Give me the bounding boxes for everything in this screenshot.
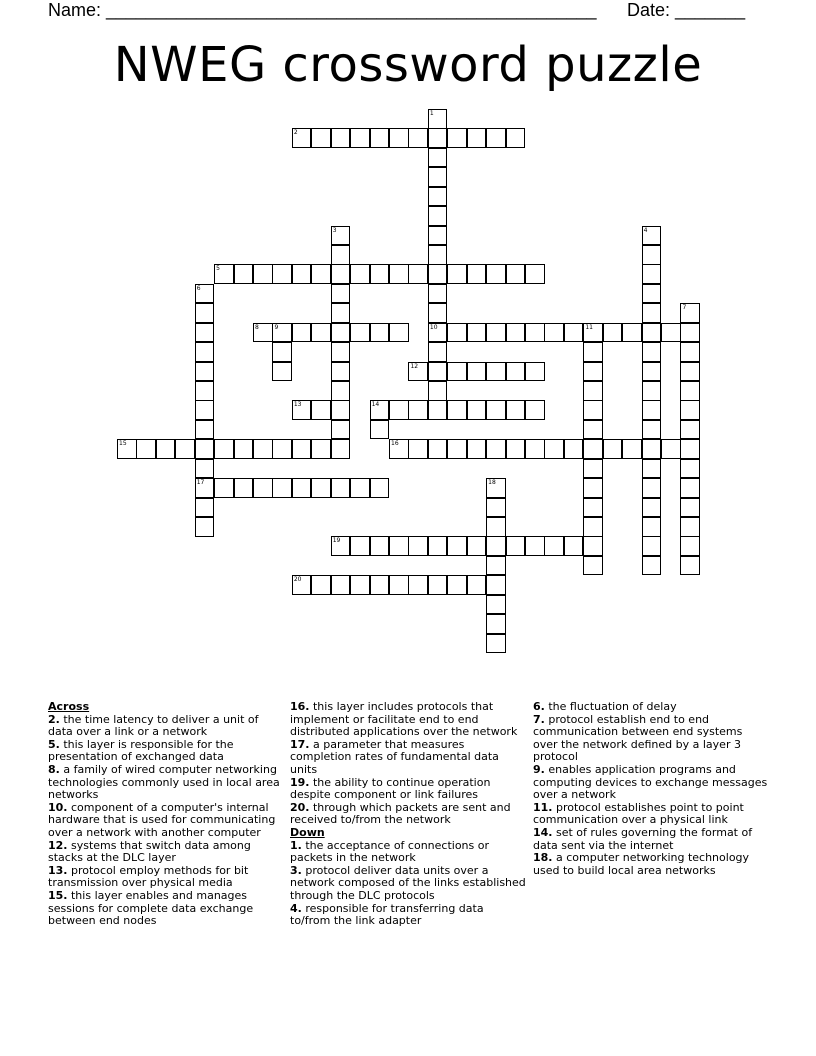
grid-cell[interactable] xyxy=(350,478,370,498)
grid-cell[interactable] xyxy=(292,575,312,595)
grid-cell[interactable] xyxy=(486,595,506,615)
cell-number: 16 xyxy=(391,440,399,448)
grid-cell[interactable] xyxy=(467,536,487,556)
grid-cell[interactable] xyxy=(389,439,409,459)
grid-cell[interactable] xyxy=(506,128,526,148)
grid-cell[interactable] xyxy=(642,478,662,498)
clue-number: 11. xyxy=(533,800,553,814)
grid-cell[interactable] xyxy=(214,478,234,498)
grid-cell[interactable] xyxy=(370,128,390,148)
grid-cell[interactable] xyxy=(506,264,526,284)
clue-number: 15. xyxy=(48,888,68,902)
clue-number: 18. xyxy=(533,851,553,865)
cell-number: 8 xyxy=(255,323,259,331)
grid-cell[interactable] xyxy=(583,420,603,440)
grid-cell[interactable] xyxy=(642,536,662,556)
grid-cell[interactable] xyxy=(311,264,331,284)
grid-cell[interactable] xyxy=(680,478,700,498)
grid-cell[interactable] xyxy=(506,400,526,420)
grid-cell[interactable] xyxy=(408,536,428,556)
grid-cell[interactable] xyxy=(195,420,215,440)
grid-cell[interactable] xyxy=(331,400,351,420)
grid-cell[interactable] xyxy=(195,362,215,382)
clue-item xyxy=(290,802,526,827)
grid-cell[interactable] xyxy=(447,536,467,556)
grid-cell[interactable] xyxy=(389,575,409,595)
grid-cell[interactable] xyxy=(447,323,467,343)
grid-cell[interactable] xyxy=(467,362,487,382)
grid-cell[interactable] xyxy=(331,575,351,595)
grid-cell[interactable] xyxy=(331,128,351,148)
grid-cell[interactable] xyxy=(447,439,467,459)
grid-cell[interactable] xyxy=(311,400,331,420)
clue-item xyxy=(533,852,769,877)
clue-text: set of rules governing the format of data sent via the internet xyxy=(533,825,753,852)
grid-cell[interactable] xyxy=(331,303,351,323)
grid-cell[interactable] xyxy=(331,245,351,265)
grid-cell[interactable] xyxy=(389,323,409,343)
clue-item xyxy=(48,865,284,890)
grid-cell[interactable] xyxy=(467,575,487,595)
clue-number: 8. xyxy=(48,762,60,776)
clue-number: 6. xyxy=(533,700,545,713)
clue-item xyxy=(290,739,526,777)
grid-cell[interactable] xyxy=(428,575,448,595)
grid-cell[interactable] xyxy=(311,478,331,498)
grid-cell[interactable] xyxy=(370,323,390,343)
clue-text: a parameter that measures completion rates of fundamental data units xyxy=(290,737,499,776)
grid-cell[interactable] xyxy=(389,264,409,284)
date-field-label: Date: _______ xyxy=(627,0,746,20)
grid-cell[interactable] xyxy=(486,575,506,595)
grid-cell[interactable] xyxy=(428,167,448,187)
clue-number: 9. xyxy=(533,762,545,776)
grid-cell[interactable] xyxy=(350,128,370,148)
grid-cell[interactable] xyxy=(292,478,312,498)
clue-text: the acceptance of connections or packets in the network xyxy=(290,838,489,865)
cell-number: 5 xyxy=(216,265,220,273)
grid-cell[interactable] xyxy=(272,478,292,498)
grid-cell[interactable] xyxy=(389,400,409,420)
grid-cell[interactable] xyxy=(642,459,662,479)
grid-cell[interactable] xyxy=(253,478,273,498)
grid-cell[interactable] xyxy=(428,245,448,265)
clue-number: 4. xyxy=(290,901,302,915)
grid-cell[interactable] xyxy=(642,439,662,459)
cell-number: 12 xyxy=(410,362,419,370)
grid-cell[interactable] xyxy=(428,342,448,362)
page-title: NWEG crossword puzzle xyxy=(113,37,703,93)
grid-cell[interactable] xyxy=(292,400,312,420)
grid-cell[interactable] xyxy=(195,439,215,459)
grid-cell[interactable] xyxy=(331,478,351,498)
grid-cell[interactable] xyxy=(486,439,506,459)
grid-cell[interactable] xyxy=(525,264,545,284)
grid-cell[interactable] xyxy=(486,634,506,654)
grid-cell[interactable] xyxy=(583,536,603,556)
grid-cell[interactable] xyxy=(272,362,292,382)
grid-cell[interactable] xyxy=(506,323,526,343)
grid-cell[interactable] xyxy=(642,245,662,265)
grid-cell[interactable] xyxy=(331,536,351,556)
grid-cell[interactable] xyxy=(195,478,215,498)
grid-cell[interactable] xyxy=(642,323,662,343)
grid-cell[interactable] xyxy=(583,439,603,459)
grid-cell[interactable] xyxy=(486,614,506,634)
grid-cell[interactable] xyxy=(525,362,545,382)
grid-cell[interactable] xyxy=(370,478,390,498)
grid-cell[interactable] xyxy=(583,400,603,420)
grid-cell[interactable] xyxy=(642,556,662,576)
grid-cell[interactable] xyxy=(311,439,331,459)
clues-column-1 xyxy=(48,701,284,928)
grid-cell[interactable] xyxy=(467,439,487,459)
cell-number: 2 xyxy=(293,129,298,137)
clue-text: a family of wired computer networking technologies commonly used in local area networks xyxy=(48,762,280,802)
grid-cell[interactable] xyxy=(272,439,292,459)
grid-cell[interactable] xyxy=(408,400,428,420)
clue-item xyxy=(48,739,284,764)
cell-number: 19 xyxy=(332,537,341,545)
grid-cell[interactable] xyxy=(506,439,526,459)
grid-cell[interactable] xyxy=(486,362,506,382)
grid-cell[interactable] xyxy=(428,439,448,459)
cell-number: 20 xyxy=(293,576,302,584)
grid-cell[interactable] xyxy=(583,517,603,537)
clue-number: 14. xyxy=(533,825,553,839)
grid-cell[interactable] xyxy=(350,323,370,343)
grid-cell[interactable] xyxy=(350,575,370,595)
grid-cell[interactable] xyxy=(642,303,662,323)
grid-cell[interactable] xyxy=(680,459,700,479)
grid-cell[interactable] xyxy=(622,439,642,459)
grid-cell[interactable] xyxy=(622,323,642,343)
clue-text: the ability to continue operation despite component or link failures xyxy=(290,775,491,802)
clue-text: protocol establishes point to point communication over a physical link xyxy=(533,800,744,827)
grid-cell[interactable] xyxy=(331,420,351,440)
clue-item xyxy=(48,714,284,739)
grid-cell[interactable] xyxy=(195,342,215,362)
grid-cell[interactable] xyxy=(486,128,506,148)
grid-cell[interactable] xyxy=(331,226,351,246)
grid-cell[interactable] xyxy=(564,536,584,556)
grid-cell[interactable] xyxy=(253,323,273,343)
grid-cell[interactable] xyxy=(311,323,331,343)
grid-cell[interactable] xyxy=(195,400,215,420)
grid-cell[interactable] xyxy=(234,264,254,284)
grid-cell[interactable] xyxy=(661,439,681,459)
grid-cell[interactable] xyxy=(272,323,292,343)
clue-text: a computer networking technology used to build local area networks xyxy=(533,851,750,877)
clue-text: this layer includes protocols that implement or facilitate end to end distributed applications over the network xyxy=(290,700,518,739)
cell-number: 4 xyxy=(643,226,648,234)
clue-item xyxy=(533,802,769,827)
grid-cell[interactable] xyxy=(506,362,526,382)
grid-cell[interactable] xyxy=(447,575,467,595)
clue-number: 19. xyxy=(290,775,310,789)
grid-cell[interactable] xyxy=(583,381,603,401)
grid-cell[interactable] xyxy=(642,400,662,420)
grid-cell[interactable] xyxy=(447,264,467,284)
grid-cell[interactable] xyxy=(467,323,487,343)
grid-cell[interactable] xyxy=(525,323,545,343)
clue-text: the time latency to deliver a unit of data over a link or a network xyxy=(48,712,259,739)
clue-text: protocol employ methods for bit transmission over physical media xyxy=(48,863,249,890)
grid-cell[interactable] xyxy=(234,439,254,459)
clue-text: component of a computer's internal hardware that is used for communicating over a network with another computer xyxy=(48,800,276,839)
grid-cell[interactable] xyxy=(680,439,700,459)
grid-cell[interactable] xyxy=(428,264,448,284)
name-field-label: Name: _________________________________________________ xyxy=(48,0,597,20)
grid-cell[interactable] xyxy=(583,556,603,576)
grid-cell[interactable] xyxy=(680,381,700,401)
grid-cell[interactable] xyxy=(331,439,351,459)
clue-number: 20. xyxy=(290,800,310,814)
grid-cell[interactable] xyxy=(564,439,584,459)
grid-cell[interactable] xyxy=(428,128,448,148)
grid-cell[interactable] xyxy=(292,439,312,459)
clue-number: 2. xyxy=(48,712,60,726)
grid-cell[interactable] xyxy=(642,284,662,304)
cell-number: 7 xyxy=(682,304,687,312)
grid-cell[interactable] xyxy=(680,556,700,576)
grid-cell[interactable] xyxy=(408,362,428,382)
grid-cell[interactable] xyxy=(428,109,448,129)
grid-cell[interactable] xyxy=(272,342,292,362)
grid-cell[interactable] xyxy=(447,362,467,382)
cell-number: 14 xyxy=(371,401,380,409)
grid-cell[interactable] xyxy=(642,362,662,382)
clue-number: 10. xyxy=(48,800,68,814)
cell-number: 6 xyxy=(196,284,201,292)
grid-cell[interactable] xyxy=(428,536,448,556)
grid-cell[interactable] xyxy=(272,264,292,284)
grid-cell[interactable] xyxy=(214,439,234,459)
grid-cell[interactable] xyxy=(486,323,506,343)
grid-cell[interactable] xyxy=(583,498,603,518)
grid-cell[interactable] xyxy=(370,575,390,595)
grid-cell[interactable] xyxy=(195,517,215,537)
clue-text: the fluctuation of delay xyxy=(544,700,677,713)
grid-cell[interactable] xyxy=(195,459,215,479)
grid-cell[interactable] xyxy=(486,536,506,556)
cell-number: 18 xyxy=(488,479,496,487)
grid-cell[interactable] xyxy=(370,420,390,440)
grid-cell[interactable] xyxy=(408,439,428,459)
grid-cell[interactable] xyxy=(486,264,506,284)
grid-cell[interactable] xyxy=(350,264,370,284)
clue-number: 7. xyxy=(533,712,545,726)
clue-text: protocol deliver data units over a network composed of the links established through the DLC protocols xyxy=(290,863,526,902)
grid-cell[interactable] xyxy=(428,362,448,382)
grid-cell[interactable] xyxy=(680,303,700,323)
grid-cell[interactable] xyxy=(583,459,603,479)
grid-cell[interactable] xyxy=(544,439,564,459)
grid-cell[interactable] xyxy=(195,323,215,343)
grid-cell[interactable] xyxy=(525,400,545,420)
clue-number: 5. xyxy=(48,737,60,751)
clues-column-3 xyxy=(533,701,769,877)
grid-cell[interactable] xyxy=(428,226,448,246)
clue-number: 12. xyxy=(48,838,68,852)
grid-cell[interactable] xyxy=(486,478,506,498)
grid-cell[interactable] xyxy=(428,323,448,343)
grid-cell[interactable] xyxy=(680,400,700,420)
grid-cell[interactable] xyxy=(428,148,448,168)
grid-cell[interactable] xyxy=(583,323,603,343)
grid-cell[interactable] xyxy=(447,128,467,148)
cell-number: 13 xyxy=(293,401,302,409)
grid-cell[interactable] xyxy=(292,264,312,284)
grid-cell[interactable] xyxy=(486,498,506,518)
down-heading: Down xyxy=(290,825,325,839)
cell-number: 11 xyxy=(585,323,593,331)
grid-cell[interactable] xyxy=(389,536,409,556)
grid-cell[interactable] xyxy=(642,420,662,440)
grid-cell[interactable] xyxy=(428,206,448,226)
cell-number: 3 xyxy=(332,226,337,234)
grid-cell[interactable] xyxy=(117,439,137,459)
cell-number: 1 xyxy=(429,110,434,117)
grid-cell[interactable] xyxy=(642,381,662,401)
clue-text: this layer is responsible for the presentation of exchanged data xyxy=(48,737,234,764)
grid-cell[interactable] xyxy=(331,362,351,382)
grid-cell[interactable] xyxy=(311,575,331,595)
clue-item xyxy=(290,840,526,865)
grid-cell[interactable] xyxy=(331,264,351,284)
grid-cell[interactable] xyxy=(603,439,623,459)
grid-cell[interactable] xyxy=(680,536,700,556)
grid-cell[interactable] xyxy=(680,420,700,440)
grid-cell[interactable] xyxy=(467,264,487,284)
grid-cell[interactable] xyxy=(370,400,390,420)
grid-cell[interactable] xyxy=(680,517,700,537)
grid-cell[interactable] xyxy=(544,323,564,343)
grid-cell[interactable] xyxy=(253,264,273,284)
grid-cell[interactable] xyxy=(350,536,370,556)
grid-cell[interactable] xyxy=(680,342,700,362)
cell-number: 10 xyxy=(429,323,438,331)
grid-cell[interactable] xyxy=(680,498,700,518)
cell-number: 17 xyxy=(196,479,205,487)
grid-cell[interactable] xyxy=(506,536,526,556)
grid-cell[interactable] xyxy=(195,498,215,518)
grid-cell[interactable] xyxy=(408,128,428,148)
clue-item xyxy=(533,827,769,852)
grid-cell[interactable] xyxy=(292,128,312,148)
grid-cell[interactable] xyxy=(428,187,448,207)
cell-number: 9 xyxy=(274,323,279,331)
grid-cell[interactable] xyxy=(583,342,603,362)
grid-cell[interactable] xyxy=(525,439,545,459)
grid-cell[interactable] xyxy=(175,439,195,459)
grid-cell[interactable] xyxy=(331,381,351,401)
grid-cell[interactable] xyxy=(428,284,448,304)
grid-cell[interactable] xyxy=(428,381,448,401)
grid-cell[interactable] xyxy=(447,400,467,420)
clue-number: 3. xyxy=(290,863,302,877)
grid-cell[interactable] xyxy=(486,556,506,576)
grid-cell[interactable] xyxy=(642,264,662,284)
grid-cell[interactable] xyxy=(370,264,390,284)
grid-cell[interactable] xyxy=(253,439,273,459)
grid-cell[interactable] xyxy=(583,362,603,382)
clue-text: systems that switch data among stacks at the DLC layer xyxy=(48,838,251,865)
grid-cell[interactable] xyxy=(408,575,428,595)
grid-cell[interactable] xyxy=(195,303,215,323)
grid-cell[interactable] xyxy=(195,381,215,401)
grid-cell[interactable] xyxy=(428,400,448,420)
grid-cell[interactable] xyxy=(564,323,584,343)
grid-cell[interactable] xyxy=(156,439,176,459)
clue-number: 13. xyxy=(48,863,68,877)
clue-number: 17. xyxy=(290,737,310,751)
clue-item xyxy=(290,701,526,739)
grid-cell[interactable] xyxy=(544,536,564,556)
clue-item xyxy=(290,777,526,802)
grid-cell[interactable] xyxy=(486,517,506,537)
grid-cell[interactable] xyxy=(680,323,700,343)
grid-cell[interactable] xyxy=(311,128,331,148)
grid-cell[interactable] xyxy=(408,264,428,284)
grid-cell[interactable] xyxy=(603,323,623,343)
clue-item xyxy=(290,903,526,928)
grid-cell[interactable] xyxy=(331,342,351,362)
clue-item xyxy=(48,802,284,840)
grid-cell[interactable] xyxy=(331,323,351,343)
clue-item xyxy=(48,764,284,802)
grid-cell[interactable] xyxy=(583,478,603,498)
clue-text: enables application programs and computing devices to exchange messages over a network xyxy=(533,762,768,802)
grid-cell[interactable] xyxy=(680,362,700,382)
clue-item xyxy=(48,840,284,865)
grid-cell[interactable] xyxy=(428,303,448,323)
grid-cell[interactable] xyxy=(642,342,662,362)
grid-cell[interactable] xyxy=(370,536,390,556)
grid-cell[interactable] xyxy=(467,128,487,148)
grid-cell[interactable] xyxy=(661,323,681,343)
grid-cell[interactable] xyxy=(486,400,506,420)
grid-cell[interactable] xyxy=(467,400,487,420)
grid-cell[interactable] xyxy=(331,284,351,304)
grid-cell[interactable] xyxy=(642,517,662,537)
across-heading: Across xyxy=(48,700,90,713)
grid-cell[interactable] xyxy=(234,478,254,498)
grid-cell[interactable] xyxy=(292,323,312,343)
grid-cell[interactable] xyxy=(136,439,156,459)
clue-text: protocol establish end to end communication between end systems over the network defined by a layer 3 protocol xyxy=(533,712,743,764)
clue-item xyxy=(290,865,526,903)
grid-cell[interactable] xyxy=(389,128,409,148)
grid-cell[interactable] xyxy=(525,536,545,556)
clue-text: this layer enables and manages sessions for complete data exchange between end nodes xyxy=(48,888,254,928)
grid-cell[interactable] xyxy=(214,264,234,284)
clue-item xyxy=(533,714,769,764)
clue-text: responsible for transferring data to/from the link adapter xyxy=(290,901,484,928)
grid-cell[interactable] xyxy=(195,284,215,304)
clue-item xyxy=(48,890,284,928)
grid-cell[interactable] xyxy=(642,498,662,518)
clue-item xyxy=(533,764,769,802)
clue-number: 1. xyxy=(290,838,302,852)
clues-column-2 xyxy=(290,701,526,928)
cell-number: 15 xyxy=(119,440,127,448)
clue-text: through which packets are sent and received to/from the network xyxy=(290,800,511,827)
clue-number: 16. xyxy=(290,700,310,713)
grid-cell[interactable] xyxy=(642,226,662,246)
